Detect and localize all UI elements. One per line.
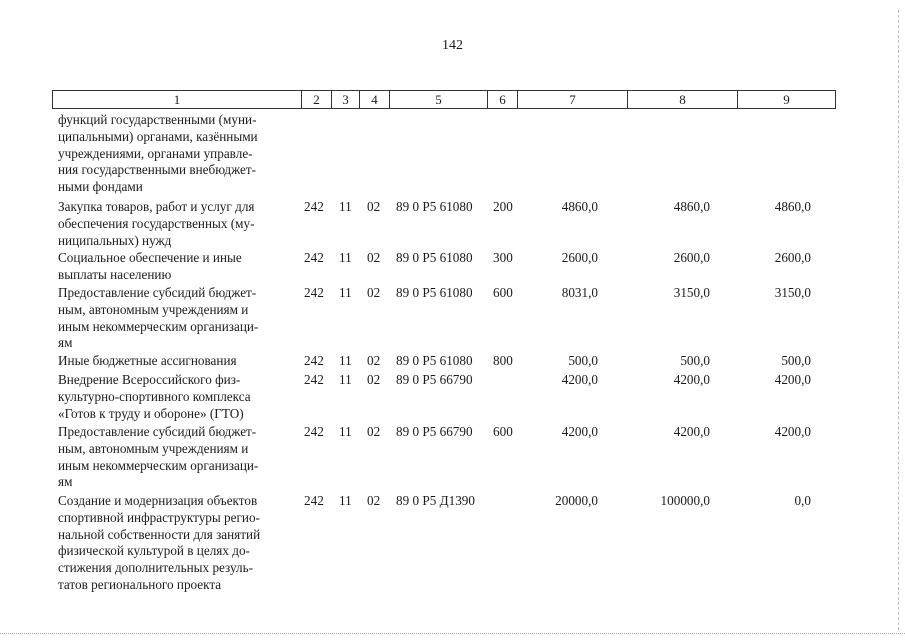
row-name-line: ными фондами	[58, 179, 143, 195]
row-name	[58, 353, 294, 370]
row-name-line: учреждениями, органами управле-	[58, 145, 253, 161]
row-name-line: Создание и модернизация объектов	[58, 493, 258, 508]
cell-y3: 2600,0	[774, 250, 811, 265]
row-name-line: ниципальных) нужд	[58, 232, 172, 248]
row-name-line: ципальными) органами, казёнными	[58, 128, 258, 144]
cell-y1: 2600,0	[561, 250, 598, 265]
cell-y3: 500,0	[781, 353, 811, 368]
cell-rz: 11	[339, 424, 352, 439]
page-edge-bottom	[0, 632, 905, 634]
cell-rz: 11	[339, 372, 352, 387]
cell-ved: 242	[304, 424, 324, 439]
cell-pr: 02	[367, 424, 381, 439]
cell-y2: 2600,0	[673, 250, 710, 265]
cell-y3: 3150,0	[774, 285, 811, 300]
cell-y2: 4200,0	[673, 424, 710, 439]
row-name-line: культурно-спортивного комплекса	[58, 388, 251, 404]
row-name-line: иным некоммерческим организаци-	[58, 457, 259, 473]
row-name-line: Социальное обеспечение и иные	[58, 250, 242, 265]
header-col-1: 1	[173, 92, 181, 107]
cell-vr: 800	[493, 353, 513, 368]
cell-csr: 89 0 Р5 66790	[396, 372, 473, 387]
cell-vr: 300	[493, 250, 513, 265]
cell-y3: 4200,0	[774, 372, 811, 387]
cell-csr: 89 0 Р5 66790	[396, 424, 473, 439]
header-col-6: 6	[487, 91, 517, 108]
row-name	[58, 285, 294, 352]
row-name	[58, 424, 294, 491]
header-col-5: 5	[389, 91, 487, 108]
cell-pr: 02	[367, 372, 381, 387]
cell-rz: 11	[339, 493, 352, 508]
row-name-line: выплаты населению	[58, 266, 172, 282]
cell-y1: 4200,0	[561, 372, 598, 387]
row-name-line: функций государственными (муни-	[58, 112, 257, 127]
row-name	[58, 112, 294, 196]
row-name-line: ным, автономным учреждениям и	[58, 301, 249, 317]
row-name-line: Закупка товаров, работ и услуг для	[58, 199, 255, 214]
cell-vr: 600	[493, 285, 513, 300]
row-name-line: Предоставление субсидий бюджет-	[58, 424, 257, 439]
cell-pr: 02	[367, 493, 381, 508]
cell-y2: 4860,0	[673, 199, 710, 214]
cell-y1: 500,0	[568, 353, 598, 368]
cell-pr: 02	[367, 250, 381, 265]
page-edge-right	[897, 10, 899, 630]
cell-rz: 11	[339, 199, 352, 214]
cell-vr: 200	[493, 199, 513, 214]
row-name-line: Иные бюджетные ассигнования	[58, 353, 237, 368]
row-name-line: стижения дополнительных резуль-	[58, 560, 253, 576]
cell-y1: 4200,0	[561, 424, 598, 439]
row-name-line: Внедрение Всероссийского физ-	[58, 372, 241, 387]
header-col-3: 3	[331, 91, 359, 108]
cell-y2: 3150,0	[673, 285, 710, 300]
row-name	[58, 372, 294, 422]
cell-rz: 11	[339, 285, 352, 300]
row-name-line: физической культурой в целях до-	[58, 543, 250, 559]
cell-y1: 4860,0	[561, 199, 598, 214]
cell-ved: 242	[304, 493, 324, 508]
row-name	[58, 250, 294, 284]
row-name-line: ям	[58, 474, 73, 490]
row-name-line: ным, автономным учреждениям и	[58, 440, 249, 456]
row-name-line: ния государственными внебюджет-	[58, 162, 257, 178]
cell-pr: 02	[367, 285, 381, 300]
header-col-8: 8	[627, 91, 737, 108]
table-header-row	[52, 90, 836, 109]
cell-ved: 242	[304, 353, 324, 368]
row-name-line: обеспечения государственных (му-	[58, 215, 255, 231]
header-col-7: 7	[517, 91, 627, 108]
header-col-4: 4	[359, 91, 389, 108]
cell-csr: 89 0 Р5 61080	[396, 250, 473, 265]
cell-ved: 242	[304, 199, 324, 214]
cell-csr: 89 0 Р5 Д1390	[396, 493, 475, 508]
cell-y3: 0,0	[794, 493, 811, 508]
cell-y3: 4860,0	[774, 199, 811, 214]
row-name	[58, 493, 294, 594]
cell-csr: 89 0 Р5 61080	[396, 285, 473, 300]
row-name-line: Предоставление субсидий бюджет-	[58, 285, 257, 300]
row-name-line: татов регионального проекта	[58, 576, 222, 592]
cell-pr: 02	[367, 353, 381, 368]
cell-y3: 4200,0	[774, 424, 811, 439]
header-col-9: 9	[737, 91, 835, 108]
cell-rz: 11	[339, 250, 352, 265]
cell-ved: 242	[304, 372, 324, 387]
cell-ved: 242	[304, 250, 324, 265]
cell-vr: 600	[493, 424, 513, 439]
cell-y1: 20000,0	[555, 493, 598, 508]
cell-csr: 89 0 Р5 61080	[396, 199, 473, 214]
row-name	[58, 199, 294, 249]
page-number: 142	[442, 38, 463, 53]
cell-rz: 11	[339, 353, 352, 368]
cell-ved: 242	[304, 285, 324, 300]
row-name-line: спортивной инфраструктуры регио-	[58, 509, 260, 525]
row-name-line: ям	[58, 335, 73, 351]
header-col-2: 2	[301, 91, 331, 108]
row-name-line: иным некоммерческим организаци-	[58, 318, 259, 334]
cell-y1: 8031,0	[561, 285, 598, 300]
row-name-line: «Готов к труду и обороне» (ГТО)	[58, 405, 244, 421]
cell-y2: 100000,0	[660, 493, 710, 508]
cell-pr: 02	[367, 199, 381, 214]
cell-csr: 89 0 Р5 61080	[396, 353, 473, 368]
cell-y2: 500,0	[680, 353, 710, 368]
row-name-line: нальной собственности для занятий	[58, 526, 261, 542]
cell-y2: 4200,0	[673, 372, 710, 387]
